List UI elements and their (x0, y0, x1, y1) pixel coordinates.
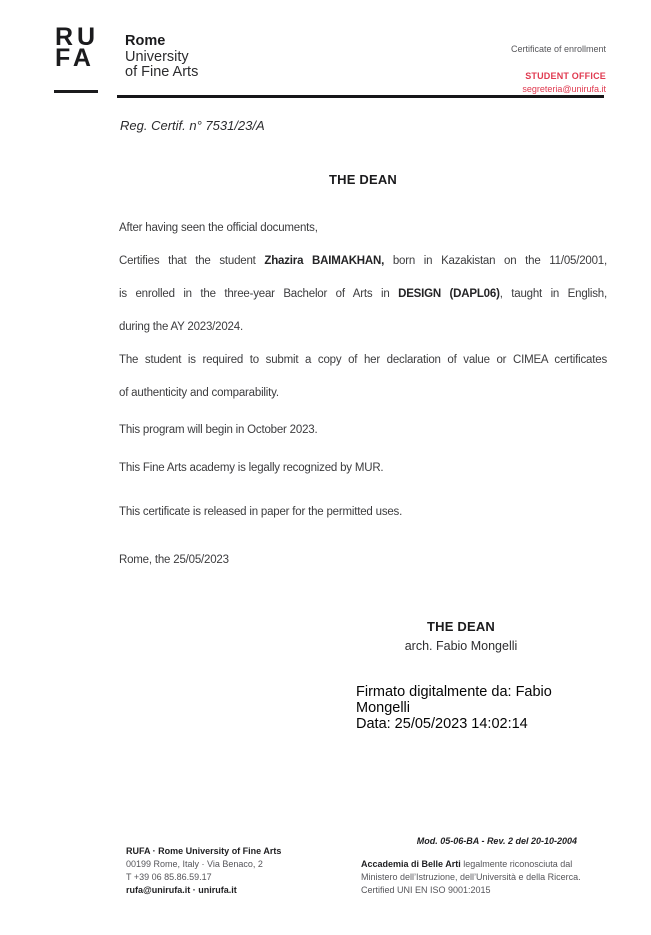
document-text: during the AY 2023/2024. (119, 321, 243, 333)
document-text: , taught in English, (499, 288, 607, 300)
rufa-logo (55, 23, 100, 72)
document-text: This program will begin in October 2023. (119, 424, 318, 436)
document-text-line (119, 278, 607, 311)
logo-underline (54, 90, 98, 93)
rufa-logo-line2: FA (55, 44, 95, 72)
document-text: This certificate is released in paper for the permitted uses. (119, 506, 403, 518)
footer-street-address: 00199 Rome, Italy · Via Benaco, 2 (126, 859, 263, 869)
document-title: THE DEAN (328, 172, 398, 187)
header-right-block (511, 44, 606, 94)
signature-name: arch. Fabio Mongelli (404, 639, 518, 653)
rufa-logo-line1: RU (55, 23, 100, 51)
digital-signature-line1: Firmato digitalmente da: Fabio (356, 684, 552, 700)
document-paragraph (119, 344, 607, 410)
document-text-line (119, 414, 607, 447)
document-paragraph (119, 452, 607, 485)
document-text: The student is required to submit a copy of her declaration of value or CIMEA certificates (119, 354, 607, 366)
document-paragraph (119, 414, 607, 447)
footer-email-web: rufa@unirufa.it · unirufa.it (126, 885, 237, 895)
footer-mod-revision: Mod. 05-06-BA - Rev. 2 del 20-10-2004 (416, 836, 577, 846)
document-text-line (119, 245, 607, 278)
document-text-line (119, 452, 607, 485)
document-text: After having seen the official documents, (119, 222, 318, 234)
document-paragraph (119, 496, 607, 529)
footer-accademia-label: Accademia di Belle Arti (361, 859, 461, 869)
document-text-line (119, 544, 607, 577)
document-text: is enrolled in the three-year Bachelor of Arts in (119, 288, 399, 300)
document-text: born in Kazakistan on the 11/05/2001, (384, 255, 607, 267)
document-text-line (119, 311, 607, 344)
document-text-bold: DESIGN (DAPL06) (398, 288, 500, 300)
document-type-label: Certificate of enrollment (510, 44, 606, 54)
document-text-line (119, 344, 607, 377)
footer-address-block (126, 845, 281, 897)
footer-accademia-rest: legalmente riconosciuta dal (460, 859, 573, 869)
student-office-email: segreteria@unirufa.it (522, 84, 606, 94)
document-text-line (119, 377, 607, 410)
university-name-line2: University (125, 48, 189, 65)
document-text: This Fine Arts academy is legally recognized by MUR. (119, 462, 384, 474)
footer-legal-line2: Ministero dell’Istruzione, dell’Università e della Ricerca. (361, 871, 581, 882)
digital-signature-line3: Data: 25/05/2023 14:02:14 (356, 715, 528, 732)
document-text: Rome, the 25/05/2023 (119, 554, 229, 566)
document-body (119, 212, 607, 577)
signature-title: THE DEAN (426, 619, 496, 634)
university-name-line3: of Fine Arts (125, 64, 199, 80)
document-text: of authenticity and comparability. (119, 387, 279, 399)
footer-legal-line3: Certified UNI EN ISO 9001:2015 (361, 884, 491, 895)
document-paragraph (119, 212, 607, 245)
header-rule (117, 95, 604, 98)
digital-signature-line2: Mongelli (356, 699, 410, 716)
student-office-label: STUDENT OFFICE (525, 71, 606, 81)
university-name-line1: Rome (125, 33, 166, 49)
document-text: Certifies that the student (119, 255, 265, 267)
footer-phone: T +39 06 85.86.59.17 (126, 872, 212, 882)
document-text-bold: Zhazira BAIMAKHAN, (264, 255, 385, 267)
document-paragraph (119, 544, 607, 577)
footer-legal-block (361, 858, 606, 896)
document-text-line (119, 212, 607, 245)
digital-signature-stamp (356, 685, 552, 732)
registration-number: Reg. Certif. n° 7531/23/A (120, 118, 265, 133)
footer-university-name: RUFA · Rome University of Fine Arts (126, 846, 282, 856)
university-name (125, 34, 198, 81)
footer-legal-line1 (361, 858, 606, 871)
signature-block (326, 619, 596, 653)
document-text-line (119, 496, 607, 529)
document-paragraph (119, 245, 607, 344)
